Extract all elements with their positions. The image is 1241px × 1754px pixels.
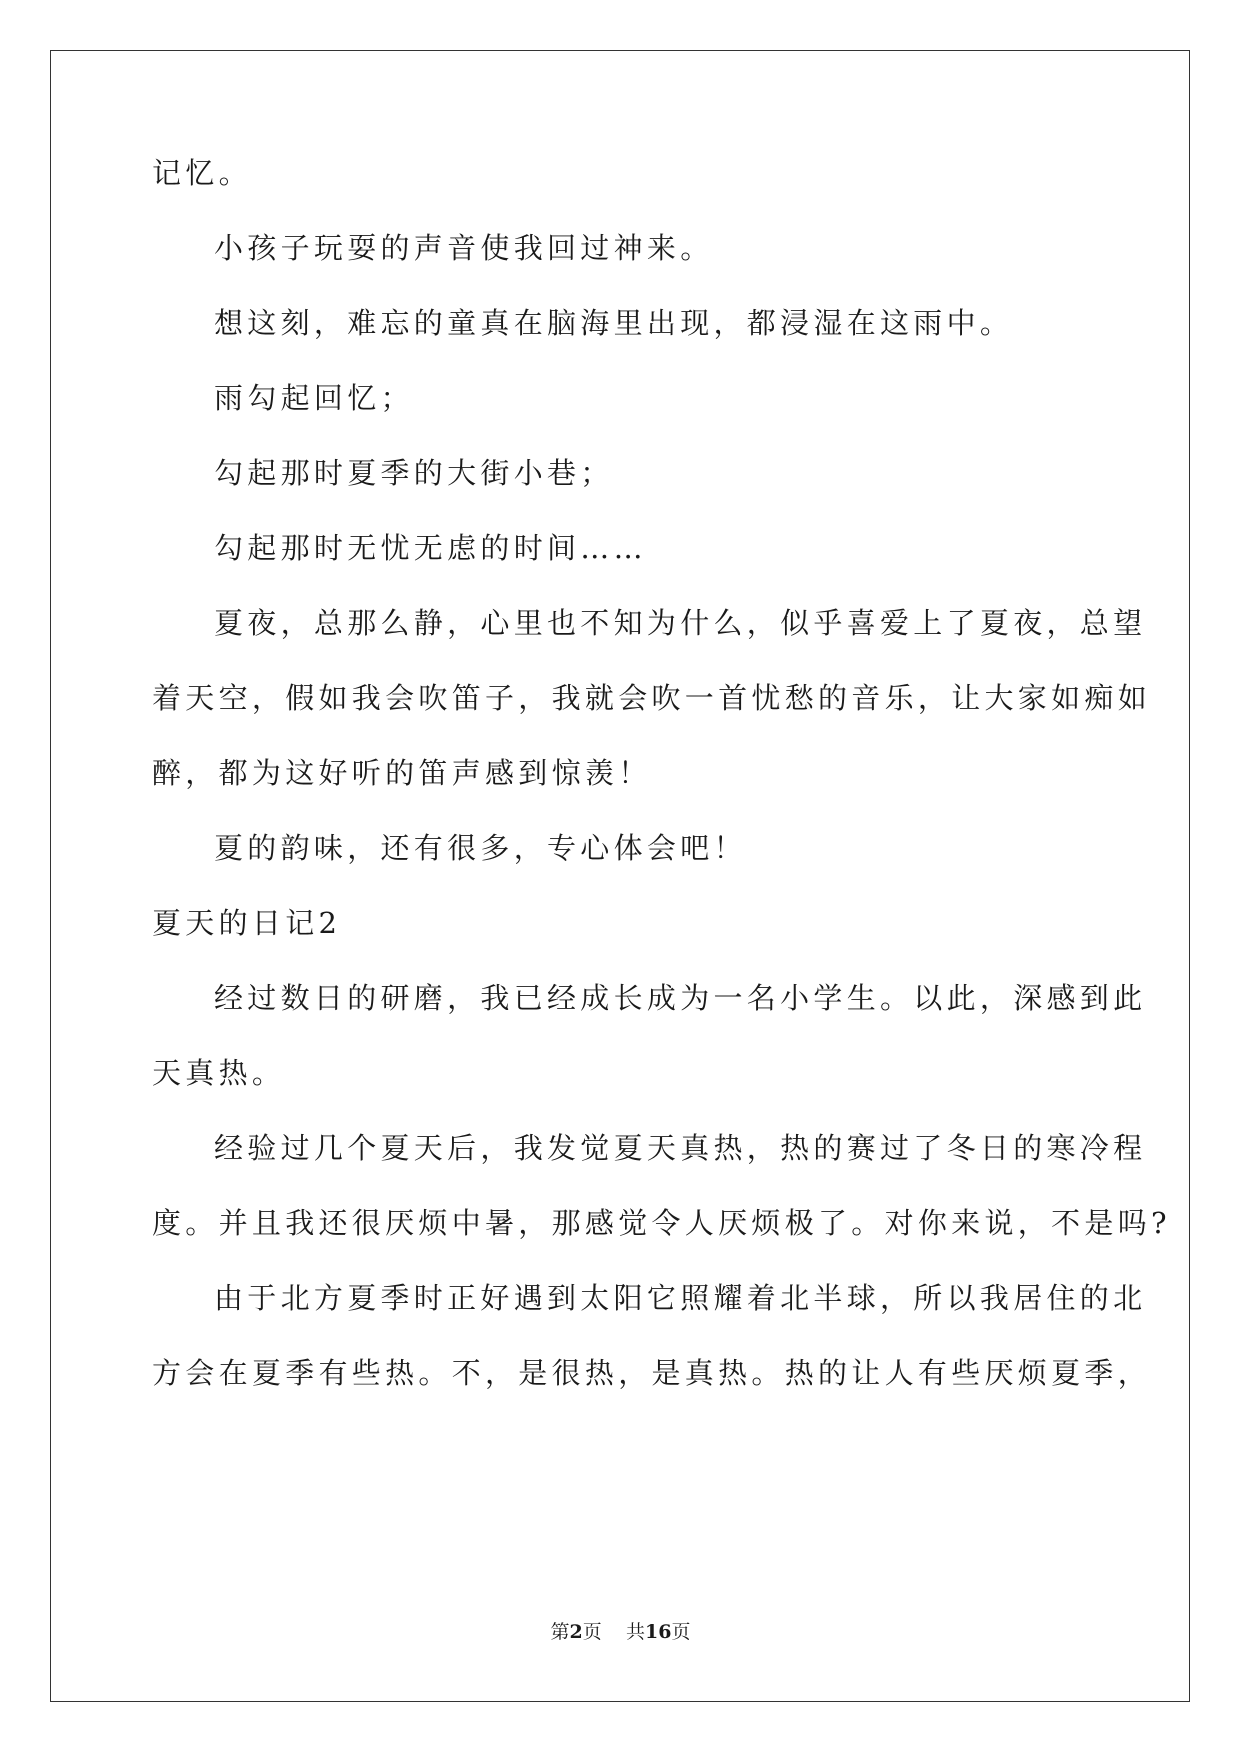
total-pages: 16 xyxy=(644,1621,672,1643)
text-line: 由于北方夏季时正好遇到太阳它照耀着北半球，所以我居住的北 xyxy=(214,1281,1147,1315)
page-prefix: 第 xyxy=(550,1621,570,1643)
text-line: 勾起那时无忧无虑的时间…… xyxy=(214,531,647,565)
text-line: 度。并且我还很厌烦中暑，那感觉令人厌烦极了。对你来说，不是吗? xyxy=(152,1206,1171,1240)
text-line: 小孩子玩耍的声音使我回过神来。 xyxy=(214,231,714,265)
text-line: 记忆。 xyxy=(152,156,252,190)
page-number: 2 xyxy=(569,1621,583,1643)
total-prefix: 共 xyxy=(625,1621,645,1643)
page-footer xyxy=(0,1620,1241,1644)
page-border xyxy=(50,50,1190,1702)
text-line: 着天空，假如我会吹笛子，我就会吹一首忧愁的音乐，让大家如痴如 xyxy=(152,681,1152,715)
text-line: 夏夜，总那么静，心里也不知为什么，似乎喜爱上了夏夜，总望 xyxy=(214,606,1147,640)
text-line: 醉，都为这好听的笛声感到惊羡！ xyxy=(152,756,652,790)
text-line: 想这刻，难忘的童真在脑海里出现，都浸湿在这雨中。 xyxy=(214,306,1014,340)
page-suffix: 页 xyxy=(582,1621,602,1643)
text-line: 夏的韵味，还有很多，专心体会吧！ xyxy=(214,831,747,865)
text-line: 天真热。 xyxy=(152,1056,286,1090)
text-line: 雨勾起回忆； xyxy=(214,381,414,415)
text-line: 勾起那时夏季的大街小巷； xyxy=(214,456,614,490)
text-line: 经过数日的研磨，我已经成长成为一名小学生。以此，深感到此 xyxy=(214,981,1147,1015)
text-line: 经验过几个夏天后，我发觉夏天真热，热的赛过了冬日的寒冷程 xyxy=(214,1131,1147,1165)
text-line: 方会在夏季有些热。不，是很热，是真热。热的让人有些厌烦夏季， xyxy=(152,1356,1152,1390)
total-suffix: 页 xyxy=(671,1621,691,1643)
section-heading: 夏天的日记2 xyxy=(152,906,342,940)
